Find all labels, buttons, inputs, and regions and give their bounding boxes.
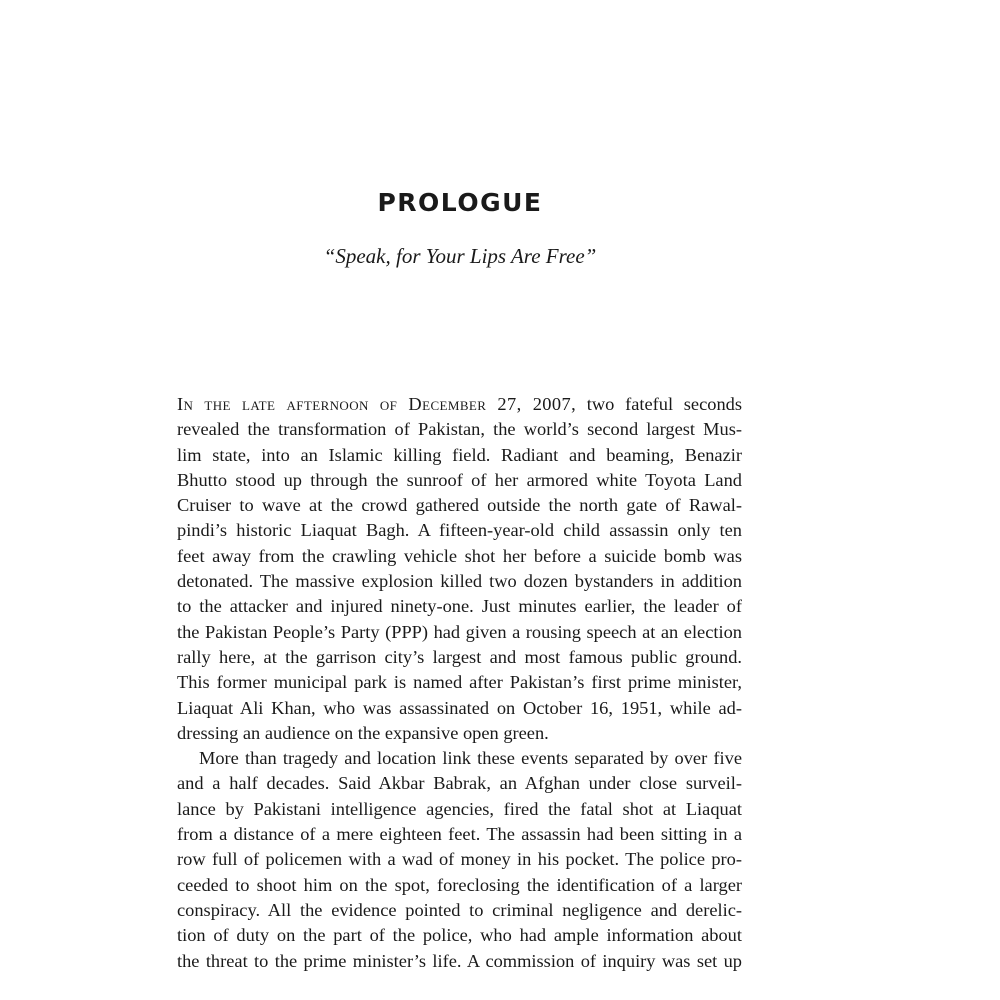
- paragraph-2-line: conspiracy. All the evidence pointed to criminal negligence and derelic-: [177, 899, 742, 920]
- paragraph-1-line-last: dressing an audience on the expansive open green.: [177, 722, 549, 743]
- paragraph-1-line: Liaquat Ali Khan, who was assassinated on October 16, 1951, while ad-: [177, 697, 742, 718]
- lead-in-small-caps: In the late afternoon of December 27, 2007,: [177, 394, 577, 414]
- paragraph-1-line: detonated. The massive explosion killed two dozen bystanders in addition: [177, 571, 742, 592]
- paragraph-2-line: row full of policemen with a wad of money in his pocket. The police pro-: [177, 849, 742, 870]
- paragraph-2-line: and a half decades. Said Akbar Babrak, an Afghan under close surveil-: [177, 773, 742, 794]
- paragraph-2-line: tion of duty on the part of the police, who had ample information about: [177, 925, 742, 946]
- paragraph-1-line-1: In the late afternoon of December 27, 2007, two fateful seconds: [177, 394, 742, 414]
- chapter-title: PROLOGUE: [377, 188, 543, 217]
- paragraph-1-line: the Pakistan People’s Party (PPP) had given a rousing speech at an election: [177, 621, 742, 642]
- paragraph-2-line-1: More than tragedy and location link these events separated by over five: [199, 748, 742, 769]
- paragraph-1-line: revealed the transformation of Pakistan, the world’s second largest Mus-: [177, 419, 742, 440]
- paragraph-1-line: rally here, at the garrison city’s largest and most famous public ground.: [177, 646, 742, 667]
- body-text: [177, 392, 742, 974]
- paragraph-2-line: the threat to the prime minister’s life. A commission of inquiry was set up: [177, 950, 742, 971]
- paragraph-1-line: pindi’s historic Liaquat Bagh. A fifteen-year-old child assassin only ten: [177, 520, 742, 541]
- paragraph-1-line: to the attacker and injured ninety-one. Just minutes earlier, the leader of: [177, 596, 742, 617]
- chapter-subtitle: “Speak, for Your Lips Are Free”: [323, 244, 597, 268]
- paragraph-2-line: ceeded to shoot him on the spot, foreclosing the identification of a larger: [177, 874, 742, 895]
- paragraph-1-line: Cruiser to wave at the crowd gathered outside the north gate of Rawal-: [177, 495, 742, 516]
- paragraph-1-line: Bhutto stood up through the sunroof of her armored white Toyota Land: [177, 469, 742, 490]
- paragraph-2-line: from a distance of a mere eighteen feet. The assassin had been sitting in a: [177, 824, 742, 845]
- paragraph-1-line: lim state, into an Islamic killing field. Radiant and beaming, Benazir: [177, 444, 742, 465]
- paragraph-1-line: feet away from the crawling vehicle shot her before a suicide bomb was: [177, 545, 742, 566]
- paragraph-2-line: lance by Pakistani intelligence agencies, fired the fatal shot at Liaquat: [177, 798, 742, 819]
- paragraph-1-line: This former municipal park is named after Pakistan’s first prime minister,: [177, 672, 742, 693]
